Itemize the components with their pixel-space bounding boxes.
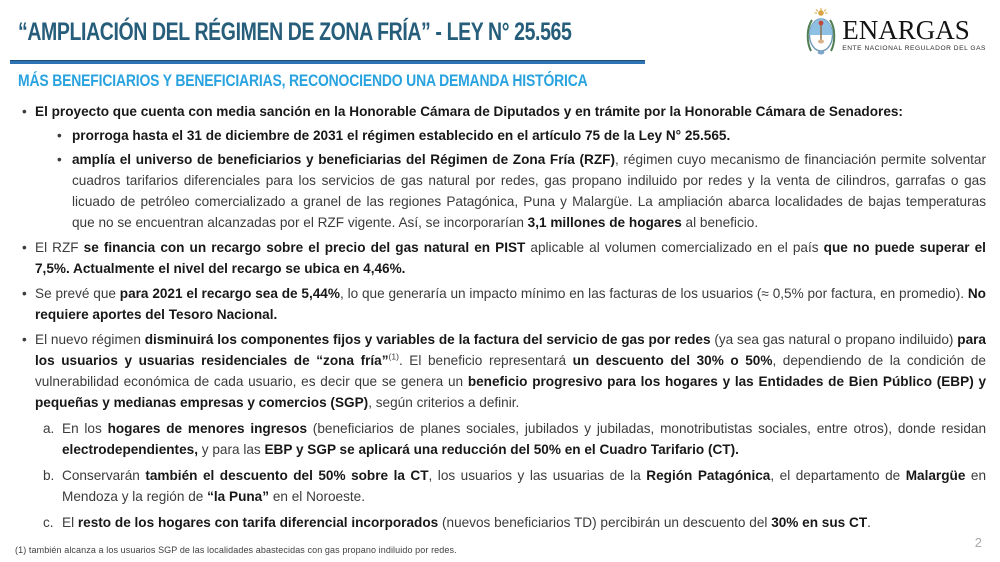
header <box>18 18 838 47</box>
bullet-item <box>0 329 1000 413</box>
bullet-text: El nuevo régimen disminuirá los componentes fijos y variables de la factura del servicio de gas por redes (ya sea gas natural o propano indiluido) para los usuarios y usuarias residenciales de “zona fría”$^{(1)}$. El beneficio representará un descuento del 30% o 50%, dependiendo de la condición de vulnerabilidad económica de cada usuario, es decir que se genera un beneficio progresivo para los hogares y las Entidades de Bien Público (EBP) y pequeñas y medianas empresas y comercios (SGP), según criterios a definir. <box>35 332 986 410</box>
bullet-marker: c. <box>43 515 54 530</box>
bullet-item <box>0 149 1000 233</box>
bullet-marker: • <box>22 104 27 119</box>
page-title: “AMPLIACIÓN DEL RÉGIMEN DE ZONA FRÍA” - LEY N° 25.565 <box>18 18 572 46</box>
page-subtitle: MÁS BENEFICIARIOS Y BENEFICIARIAS, RECONOCIENDO UNA DEMANDA HISTÓRICA <box>18 71 588 90</box>
bullet-marker: • <box>22 240 27 255</box>
bullet-text: El proyecto que cuenta con media sanción en la Honorable Cámara de Diputados y en trámite por la Honorable Cámara de Senadores: <box>35 104 903 119</box>
bullet-text: prorroga hasta el 31 de diciembre de 2031 el régimen establecido en el artículo 75 de la Ley N° 25.565. <box>72 128 731 143</box>
bullet-text: En los hogares de menores ingresos (beneficiarios de planes sociales, jubilados y jubiladas, monotributistas sociales, entre otros), donde residan electrodependientes, y para las EBP y SGP se aplicará una reducción del 50% en el Cuadro Tarifario (CT). <box>62 421 986 457</box>
bullet-item <box>0 465 1000 507</box>
subtitle-wrap <box>18 71 838 91</box>
logo-tagline: ENTE NACIONAL REGULADOR DEL GAS <box>842 45 986 52</box>
bullet-text: El resto de los hogares con tarifa diferencial incorporados (nuevos beneficiarios TD) percibirán un descuento del 30% en sus CT. <box>62 515 871 530</box>
bullet-marker: a. <box>43 421 55 436</box>
bullet-text: El RZF se financia con un recargo sobre el precio del gas natural en PIST aplicable al volumen comercializado en el país que no puede superar el 7,5%. Actualmente el nivel del recargo se ubica en 4,46%. <box>35 240 986 276</box>
bullet-text: Conservarán también el descuento del 50% sobre la CT, los usuarios y las usuarias de la Región Patagónica, el departamento de Malargüe en Mendoza y la región de “la Puna” en el Noroeste. <box>62 468 987 504</box>
bullet-item <box>0 101 1000 122</box>
footnote: (1) también alcanza a los usuarios SGP de las localidades abastecidas con gas propano indiluido por redes. <box>15 545 457 555</box>
content-list <box>0 97 1000 533</box>
logo-text <box>842 17 986 52</box>
bullet-marker: • <box>22 286 27 301</box>
bullet-marker: • <box>57 152 62 167</box>
bullet-marker: • <box>22 332 27 347</box>
bullet-marker: • <box>57 128 62 143</box>
bullet-text: amplía el universo de beneficiarios y beneficiarias del Régimen de Zona Fría (RZF), régimen cuyo mecanismo de financiación permite solventar cuadros tarifarios diferenciales para los servicios de gas natural por redes, gas propano indiluido por redes y la venta de cilindros, garrafas o gas licuado de petróleo comercializado a granel de las regiones Patagónica, Puna y Malargüe. La ampliación abarca localidades de bajas temperaturas que no se encuentran alcanzadas por el RZF vigente. Así, se incorporarían 3,1 millones de hogares al beneficio. <box>72 152 986 230</box>
bullet-item <box>0 512 1000 533</box>
bullet-item <box>0 125 1000 146</box>
bullet-marker: b. <box>43 468 55 483</box>
bullet-text: Se prevé que para 2021 el recargo sea de 5,44%, lo que generaría un impacto mínimo en las facturas de los usuarios (≈ 0,5% por factura, en promedio). No requiere aportes del Tesoro Nacional. <box>35 286 986 322</box>
bullet-item <box>0 283 1000 325</box>
coat-of-arms-icon <box>804 8 838 61</box>
enargas-logo <box>804 8 986 61</box>
bullet-item <box>0 237 1000 279</box>
logo-wordmark: ENARGAS <box>842 15 970 45</box>
bullet-item <box>0 418 1000 460</box>
page-number: 2 <box>974 535 982 550</box>
title-underline <box>10 60 645 64</box>
